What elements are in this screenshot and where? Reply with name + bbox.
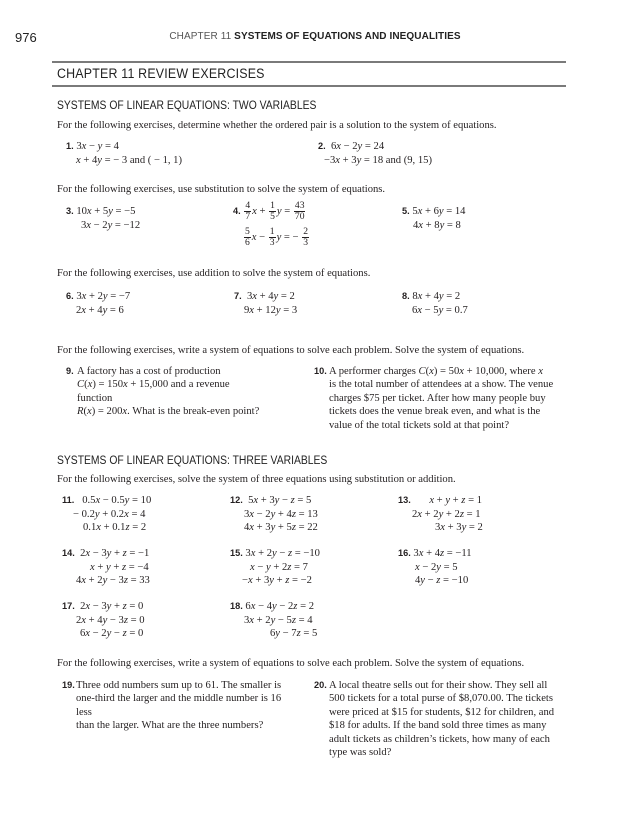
instruction-substitution: For the following exercises, use substitution to solve the system of equations. [57,184,386,195]
exercise-14: 14. 2x − 3y + z = −1 x + y + z = −4 4x + 2y − 3z = 33 [62,548,150,586]
section-title-three-variables: SYSTEMS OF LINEAR EQUATIONS: THREE VARIABLES [57,455,328,467]
exercise-number: 20. [314,680,327,690]
exercise-15: 15. 3x + 2y − z = −10 x − y + 2z = 7 −x + 3y + z = −2 [230,548,320,586]
exercise-number: 3. [66,206,74,216]
exercise-number: 2. [318,141,326,151]
exercise-number: 19. [62,680,75,690]
exercise-number: 7. [234,291,242,301]
exercise-4: 4. $\frac{4}{7}$ x + $\frac{1}{5}$ y = $\frac{43}{70}$ $\frac{5}{6}$ x − $\frac{1}{3}$ y = − $\frac{2}{3}$ [233,198,310,251]
exercise-number: 10. [314,366,327,376]
exercise-number: 17. [62,601,75,611]
page-number: 976 [15,30,37,45]
exercise-2: 2. 6x − 2y = 24 −3x + 3y = 18 and (9, 15) [318,141,432,166]
exercise-number: 1. [66,141,74,151]
exercise-10: 10. A performer charges C(x) = 50x + 10,000, where x is the total number of attendees at a show. The venue charges $75 per ticket. After how many people buy tickets does the venue break even, and what is the value of the total tickets sold at that point? [314,366,554,431]
instruction-word-problems-1: For the following exercises, write a system of equations to solve each problem. Solve the system of equations. [57,345,525,356]
instruction-three-equations: For the following exercises, solve the system of three equations using substitution or addition. [57,474,456,485]
exercise-3: 3. 10x + 5y = −5 3x − 2y = −12 [66,206,141,231]
exercise-number: 5. [402,206,410,216]
exercise-1: 1. 3x − y = 4 x + 4y = − 3 and ( − 1, 1) [66,141,182,166]
running-head-title: SYSTEMS OF EQUATIONS AND INEQUALITIES [234,31,461,42]
exercise-16: 16. 3x + 4z = −11 x − 2y = 5 4y − z = −10 [398,548,472,586]
exercise-9: 9. A factory has a cost of production C(x) = 150x + 15,000 and a revenue function R(x) = 200x. What is the break-even point? [66,366,260,418]
exercise-7: 7. 3x + 4y = 2 9x + 12y = 3 [234,291,298,316]
exercise-6: 6. 3x + 2y = −7 2x + 4y = 6 [66,291,131,316]
exercise-number: 12. [230,495,243,505]
exercise-number: 8. [402,291,410,301]
exercise-18: 18. 6x − 4y − 2z = 2 3x + 2y − 5z = 4 6y − 7z = 5 [230,601,318,639]
section-title-two-variables: SYSTEMS OF LINEAR EQUATIONS: TWO VARIABLES [57,100,317,112]
exercise-number: 9. [66,366,74,376]
exercise-12: 12. 5x + 3y − z = 5 3x − 2y + 4z = 13 4x + 3y + 5z = 22 [230,495,318,533]
running-head [0,31,630,42]
exercise-number: 18. [230,601,243,611]
exercise-13: 13. x + y + z = 1 2x + 2y + 2z = 1 3x + 3y = 2 [398,495,483,533]
exercise-8: 8. 8x + 4y = 2 6x − 5y = 0.7 [402,291,468,316]
instruction-addition: For the following exercises, use addition to solve the system of equations. [57,268,371,279]
exercise-19: 19. Three odd numbers sum up to 61. The smaller is one-third the larger and the middle number is 16 less than the larger. What are the three numbers? [62,680,282,732]
bottom-rule [52,85,566,87]
exercise-number: 6. [66,291,74,301]
exercise-number: 13. [398,495,411,505]
instruction-word-problems-2: For the following exercises, write a system of equations to solve each problem. Solve the system of equations. [57,658,525,669]
exercise-11: 11. 0.5x − 0.5y = 10 − 0.2y + 0.2x = 4 0.1x + 0.1z = 2 [62,495,152,533]
exercise-number: 11. [62,495,75,505]
instruction-ordered-pair: For the following exercises, determine whether the ordered pair is a solution to the system of equations. [57,120,497,131]
exercise-20: 20. A local theatre sells out for their show. They sell all 500 tickets for a total purse of $8,070.00. The tickets were priced at $15 for students, $12 for children, and $18 for adults. If the band sold three times as many adult tickets as children’s tickets, how many of each type was sold? [314,680,555,759]
exercise-17: 17. 2x − 3y + z = 0 2x + 4y − 3z = 0 6x − 2y − z = 0 [62,601,145,639]
running-head-chapter: CHAPTER 11 [169,31,232,42]
exercise-number: 16. [398,548,411,558]
chapter-title: CHAPTER 11 REVIEW EXERCISES [57,66,265,81]
top-rule [52,61,566,63]
exercise-number: 4. [233,206,241,216]
exercise-number: 14. [62,548,75,558]
exercise-number: 15. [230,548,243,558]
exercise-5: 5. 5x + 6y = 14 4x + 8y = 8 [402,206,466,231]
